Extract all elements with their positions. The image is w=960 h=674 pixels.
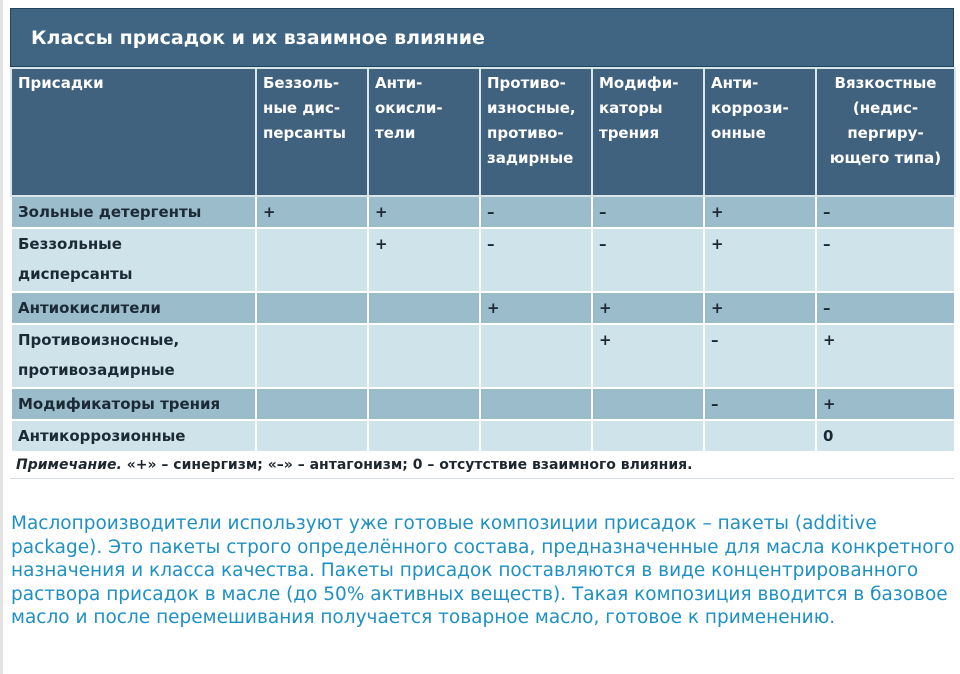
row-label: Зольные детергенты bbox=[11, 196, 256, 228]
row-label: Антикоррозионные bbox=[11, 420, 256, 452]
interaction-cell bbox=[480, 388, 592, 420]
interaction-cell: + bbox=[704, 228, 816, 292]
interaction-cell: + bbox=[592, 292, 704, 324]
interaction-cell: – bbox=[480, 196, 592, 228]
interaction-cell: + bbox=[256, 196, 368, 228]
note-text: «+» – синергизм; «–» – антагонизм; 0 – отсутствие взаимного влияния. bbox=[121, 457, 693, 473]
column-header-viscosity: Вязкостные (недис- пергиру- ющего типа) bbox=[816, 68, 955, 196]
interaction-cell: + bbox=[704, 292, 816, 324]
interaction-cell bbox=[368, 388, 480, 420]
interaction-cell: 0 bbox=[816, 420, 955, 452]
interaction-cell: + bbox=[704, 196, 816, 228]
interaction-cell bbox=[480, 324, 592, 388]
column-header-ashless-dispersants: Беззоль- ные дис- персанты bbox=[256, 68, 368, 196]
interaction-cell: – bbox=[816, 196, 955, 228]
table-row bbox=[11, 324, 955, 388]
interaction-cell: – bbox=[704, 324, 816, 388]
table-row bbox=[11, 196, 955, 228]
interaction-cell bbox=[256, 388, 368, 420]
interaction-cell bbox=[592, 388, 704, 420]
column-header-antioxidants: Анти- окисли- тели bbox=[368, 68, 480, 196]
interaction-cell bbox=[704, 420, 816, 452]
interaction-cell bbox=[368, 292, 480, 324]
interaction-cell: + bbox=[592, 324, 704, 388]
interaction-cell: + bbox=[816, 388, 955, 420]
row-label: Модификаторы трения bbox=[11, 388, 256, 420]
table-row bbox=[11, 292, 955, 324]
row-label: Антиокислители bbox=[11, 292, 256, 324]
interaction-cell bbox=[256, 420, 368, 452]
interaction-cell bbox=[368, 324, 480, 388]
header-row bbox=[11, 68, 955, 196]
interaction-cell: + bbox=[480, 292, 592, 324]
column-header-additives: Присадки bbox=[11, 68, 256, 196]
column-header-friction-modifiers: Модифи- каторы трения bbox=[592, 68, 704, 196]
interaction-cell bbox=[592, 420, 704, 452]
table-row bbox=[11, 388, 955, 420]
interaction-cell bbox=[256, 324, 368, 388]
table-title: Классы присадок и их взаимное влияние bbox=[10, 8, 954, 67]
interaction-cell: – bbox=[816, 228, 955, 292]
interaction-cell: – bbox=[816, 292, 955, 324]
interaction-cell bbox=[256, 228, 368, 292]
left-border-line bbox=[0, 0, 3, 674]
row-label: Беззольные дисперсанты bbox=[11, 228, 256, 292]
interaction-cell: + bbox=[368, 196, 480, 228]
interaction-cell: + bbox=[368, 228, 480, 292]
table-row bbox=[11, 228, 955, 292]
table-body bbox=[11, 196, 955, 452]
table-row bbox=[11, 420, 955, 452]
interaction-cell: – bbox=[592, 228, 704, 292]
column-header-anticorrosion: Анти- коррози- онные bbox=[704, 68, 816, 196]
interaction-cell bbox=[256, 292, 368, 324]
description-paragraph: Маслопроизводители используют уже готовые композиции присадок – пакеты (additive package). Это пакеты строго определённого состава, предназначенные для масла конкретного назначения и класса качества. Пакеты присадок поставляются в виде концентрированного раствора присадок в масле (до 50% активных веществ). Такая композиция вводится в базовое масло и после перемешивания получается товарное масло, готовое к применению. bbox=[11, 513, 955, 628]
interaction-cell: – bbox=[592, 196, 704, 228]
row-label: Противоизносные, противозадирные bbox=[11, 324, 256, 388]
interaction-cell: + bbox=[816, 324, 955, 388]
interaction-cell bbox=[368, 420, 480, 452]
additive-classes-table bbox=[10, 8, 954, 479]
table-note bbox=[10, 453, 954, 479]
interaction-cell: – bbox=[480, 228, 592, 292]
interaction-cell bbox=[480, 420, 592, 452]
interaction-cell: – bbox=[704, 388, 816, 420]
note-label: Примечание. bbox=[16, 457, 122, 473]
column-header-antiwear: Противо- износные, противо- задирные bbox=[480, 68, 592, 196]
interaction-grid bbox=[10, 67, 956, 453]
